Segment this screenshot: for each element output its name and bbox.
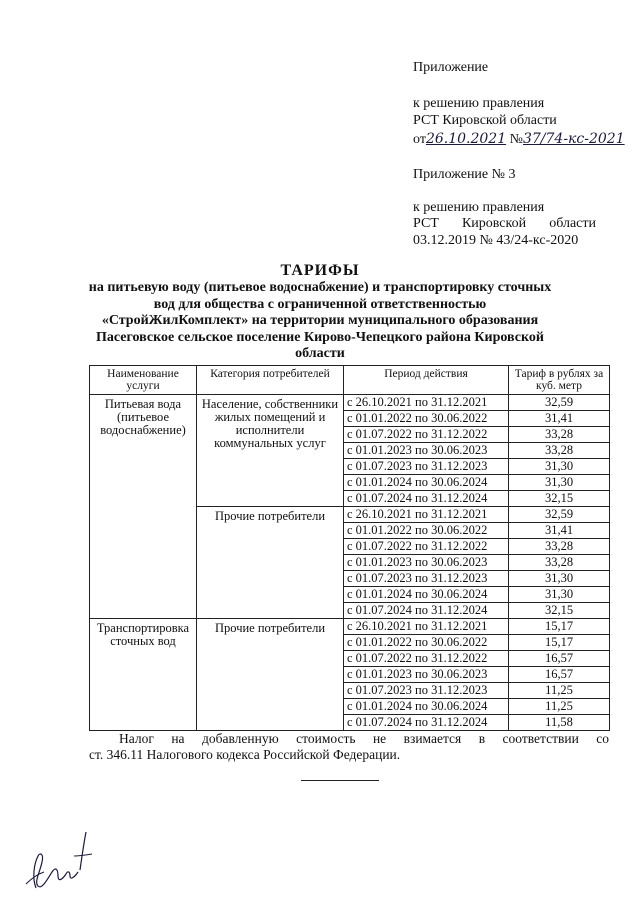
period-cell: с 01.01.2024 по 30.06.2024	[344, 699, 509, 715]
prev-decision-line-1: к решению правления	[413, 200, 545, 215]
tariff-cell: 16,57	[509, 667, 610, 683]
decision-number-prefix: №	[509, 132, 523, 147]
period-cell: с 01.01.2022 по 30.06.2022	[344, 635, 509, 651]
period-cell: с 01.07.2024 по 31.12.2024	[344, 603, 509, 619]
decision-date-handwritten: 26.10.2021	[425, 131, 507, 147]
tariff-cell: 33,28	[509, 427, 610, 443]
tariff-cell: 31,30	[509, 587, 610, 603]
footnote-line-1: Налог на добавленную стоимость не взимается в соответствии со	[119, 731, 609, 746]
prev-decision-line-3: 03.12.2019 № 43/24-кс-2020	[413, 233, 579, 248]
tariff-cell: 11,25	[509, 699, 610, 715]
tariff-cell: 32,15	[509, 491, 610, 507]
period-cell: с 01.07.2024 по 31.12.2024	[344, 715, 509, 731]
tariff-table	[89, 365, 610, 731]
period-cell: с 26.10.2021 по 31.12.2021	[344, 619, 509, 635]
signature-stroke-2	[80, 832, 86, 870]
tariff-cell: 31,30	[509, 475, 610, 491]
header-tariff: Тариф в рублях за куб. метр	[509, 366, 610, 395]
table-header-row	[90, 366, 610, 395]
tariff-cell: 33,28	[509, 443, 610, 459]
appendix3-label: Приложение № 3	[413, 167, 516, 182]
signature-image	[22, 826, 96, 898]
subtitle-line-2: вод для общества с ограниченной ответственностью	[153, 296, 487, 312]
period-cell: с 01.01.2023 по 30.06.2023	[344, 667, 509, 683]
signature-stroke-1	[34, 854, 78, 888]
header-category: Категория потребителей	[197, 366, 344, 395]
tariff-cell: 31,41	[509, 411, 610, 427]
tariff-cell: 31,41	[509, 523, 610, 539]
decision-date-line	[413, 131, 625, 148]
service-cell-drinking-water: Питьевая вода (питьевое водоснабжение)	[90, 395, 197, 619]
category-cell-other: Прочие потребители	[197, 619, 344, 731]
signature-stroke-3	[74, 854, 92, 856]
period-cell: с 01.07.2022 по 31.12.2022	[344, 427, 509, 443]
decision-number-handwritten: 37/74-кс-2021	[522, 131, 625, 147]
header-service: Наименование услуги	[90, 366, 197, 395]
period-cell: с 01.01.2022 по 30.06.2022	[344, 523, 509, 539]
header-period: Период действия	[344, 366, 509, 395]
tariff-cell: 31,30	[509, 571, 610, 587]
category-cell-other: Прочие потребители	[197, 507, 344, 619]
tariff-cell: 15,17	[509, 635, 610, 651]
service-cell-wastewater: Транспортировка сточных вод	[90, 619, 197, 731]
period-cell: с 01.01.2023 по 30.06.2023	[344, 443, 509, 459]
period-cell: с 01.01.2024 по 30.06.2024	[344, 587, 509, 603]
table-row	[90, 619, 610, 635]
tariff-cell: 31,30	[509, 459, 610, 475]
document-subtitle	[60, 280, 580, 363]
period-cell: с 26.10.2021 по 31.12.2021	[344, 507, 509, 523]
tariff-cell: 33,28	[509, 555, 610, 571]
signature-stroke-4	[26, 872, 44, 884]
tariff-cell: 11,58	[509, 715, 610, 731]
tariff-cell: 16,57	[509, 651, 610, 667]
period-cell: с 01.07.2023 по 31.12.2023	[344, 571, 509, 587]
appendix-label: Приложение	[413, 60, 489, 75]
period-cell: с 01.07.2022 по 31.12.2022	[344, 651, 509, 667]
prev-decision-line-2: РСТ Кировской области	[413, 216, 596, 231]
tariff-cell: 32,59	[509, 507, 610, 523]
decision-line-1: к решению правления	[413, 96, 545, 111]
subtitle-line-1: на питьевую воду (питьевое водоснабжение) и транспортировку сточных	[88, 280, 552, 295]
category-cell-population: Население, собственники жилых помещений и исполнители коммунальных услуг	[197, 395, 344, 507]
period-cell: с 01.07.2022 по 31.12.2022	[344, 539, 509, 555]
subtitle-line-4: Пасеговское сельское поселение Кирово-Чепецкого района Кировской	[96, 329, 544, 345]
decision-line-2: РСТ Кировской области	[413, 113, 557, 128]
divider-line	[301, 780, 379, 781]
period-cell: с 01.07.2023 по 31.12.2023	[344, 459, 509, 475]
tariff-cell: 32,15	[509, 603, 610, 619]
period-cell: с 01.01.2023 по 30.06.2023	[344, 555, 509, 571]
period-cell: с 01.07.2023 по 31.12.2023	[344, 683, 509, 699]
decision-from-prefix: от	[413, 132, 426, 147]
tariff-cell: 11,25	[509, 683, 610, 699]
document-title: ТАРИФЫ	[280, 262, 360, 279]
tariff-cell: 15,17	[509, 619, 610, 635]
period-cell: с 01.01.2022 по 30.06.2022	[344, 411, 509, 427]
table-row	[90, 395, 610, 411]
subtitle-line-3: «СтройЖилКомплект» на территории муниципального образования	[101, 313, 539, 328]
period-cell: с 26.10.2021 по 31.12.2021	[344, 395, 509, 411]
tariff-cell: 32,59	[509, 395, 610, 411]
tariff-cell: 33,28	[509, 539, 610, 555]
footnote-line-2: ст. 346.11 Налогового кодекса Российской Федерации.	[89, 747, 401, 762]
period-cell: с 01.07.2024 по 31.12.2024	[344, 491, 509, 507]
period-cell: с 01.01.2024 по 30.06.2024	[344, 475, 509, 491]
subtitle-line-5: области	[295, 346, 345, 361]
